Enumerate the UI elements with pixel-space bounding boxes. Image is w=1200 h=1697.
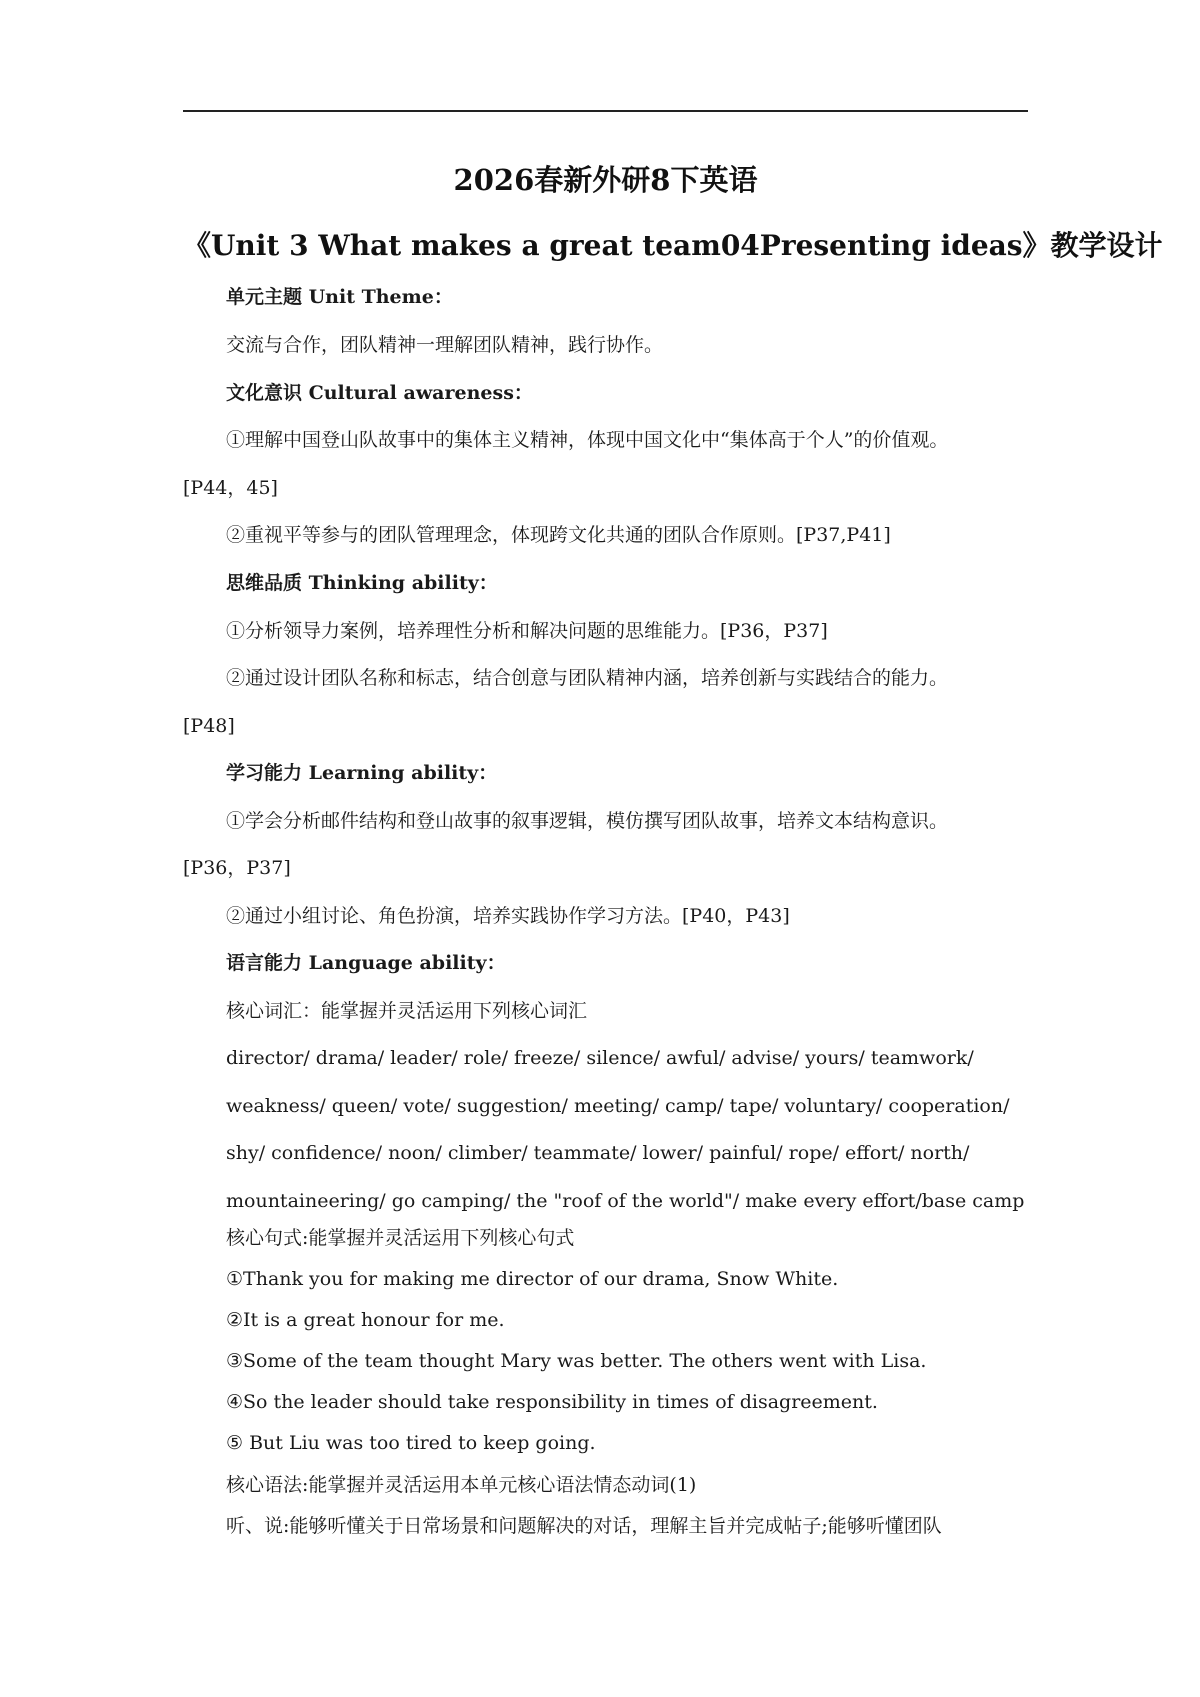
- thinking-item-2-ref: [P48]: [183, 715, 235, 737]
- vocab-line: weakness/ queen/ vote/ suggestion/ meeting/ camp/ tape/ voluntary/ cooperation/: [226, 1095, 1010, 1117]
- document-title: 2026春新外研8下英语: [453, 163, 758, 197]
- sentence-item: ③Some of the team thought Mary was better. The others went with Lisa.: [226, 1350, 927, 1372]
- unit-theme-text: 交流与合作，团队精神一理解团队精神，践行协作。: [226, 334, 664, 356]
- learning-item-2: ②通过小组讨论、角色扮演，培养实践协作学习方法。[P40，P43]: [226, 905, 790, 927]
- header-rule: [183, 110, 1028, 112]
- cultural-item-1: ①理解中国登山队故事中的集体主义精神，体现中国文化中“集体高于个人”的价值观。: [226, 429, 949, 451]
- thinking-heading: 思维品质 Thinking ability：: [226, 572, 498, 594]
- cultural-item-2: ②重视平等参与的团队管理理念，体现跨文化共通的团队合作原则。[P37,P41]: [226, 524, 891, 546]
- vocab-line: shy/ confidence/ noon/ climber/ teammate/ lower/ painful/ rope/ effort/ north/: [226, 1142, 970, 1164]
- vocab-heading: 核心词汇：能掌握并灵活运用下列核心词汇: [226, 1000, 588, 1022]
- sentence-item: ①Thank you for making me director of our drama, Snow White.: [226, 1268, 839, 1290]
- language-heading: 语言能力 Language ability：: [226, 952, 506, 974]
- sentence-heading: 核心句式:能掌握并灵活运用下列核心句式: [226, 1227, 575, 1249]
- learning-heading: 学习能力 Learning ability：: [226, 762, 498, 784]
- unit-theme-heading: 单元主题 Unit Theme：: [226, 286, 453, 308]
- cultural-item-1-ref: [P44，45]: [183, 477, 278, 499]
- sentence-item: ②It is a great honour for me.: [226, 1309, 505, 1331]
- vocab-line: director/ drama/ leader/ role/ freeze/ silence/ awful/ advise/ yours/ teamwork/: [226, 1047, 974, 1069]
- listening-line: 听、说:能够听懂关于日常场景和问题解决的对话，理解主旨并完成帖子;能够听懂团队: [226, 1515, 942, 1537]
- cultural-heading: 文化意识 Cultural awareness：: [226, 382, 533, 404]
- sentence-item: ⑤ But Liu was too tired to keep going.: [226, 1432, 596, 1454]
- grammar-line: 核心语法:能掌握并灵活运用本单元核心语法情态动词(1): [226, 1474, 697, 1496]
- vocab-line: mountaineering/ go camping/ the "roof of the world"/ make every effort/base camp: [226, 1190, 1025, 1212]
- thinking-item-1: ①分析领导力案例，培养理性分析和解决问题的思维能力。[P36，P37]: [226, 620, 828, 642]
- thinking-item-2: ②通过设计团队名称和标志，结合创意与团队精神内涵，培养创新与实践结合的能力。: [226, 667, 949, 689]
- document-subtitle: 《Unit 3 What makes a great team04Presenting ideas》教学设计: [183, 229, 1163, 262]
- sentence-item: ④So the leader should take responsibility in times of disagreement.: [226, 1391, 878, 1413]
- learning-item-1-ref: [P36，P37]: [183, 857, 291, 879]
- learning-item-1: ①学会分析邮件结构和登山故事的叙事逻辑，模仿撰写团队故事，培养文本结构意识。: [226, 810, 949, 832]
